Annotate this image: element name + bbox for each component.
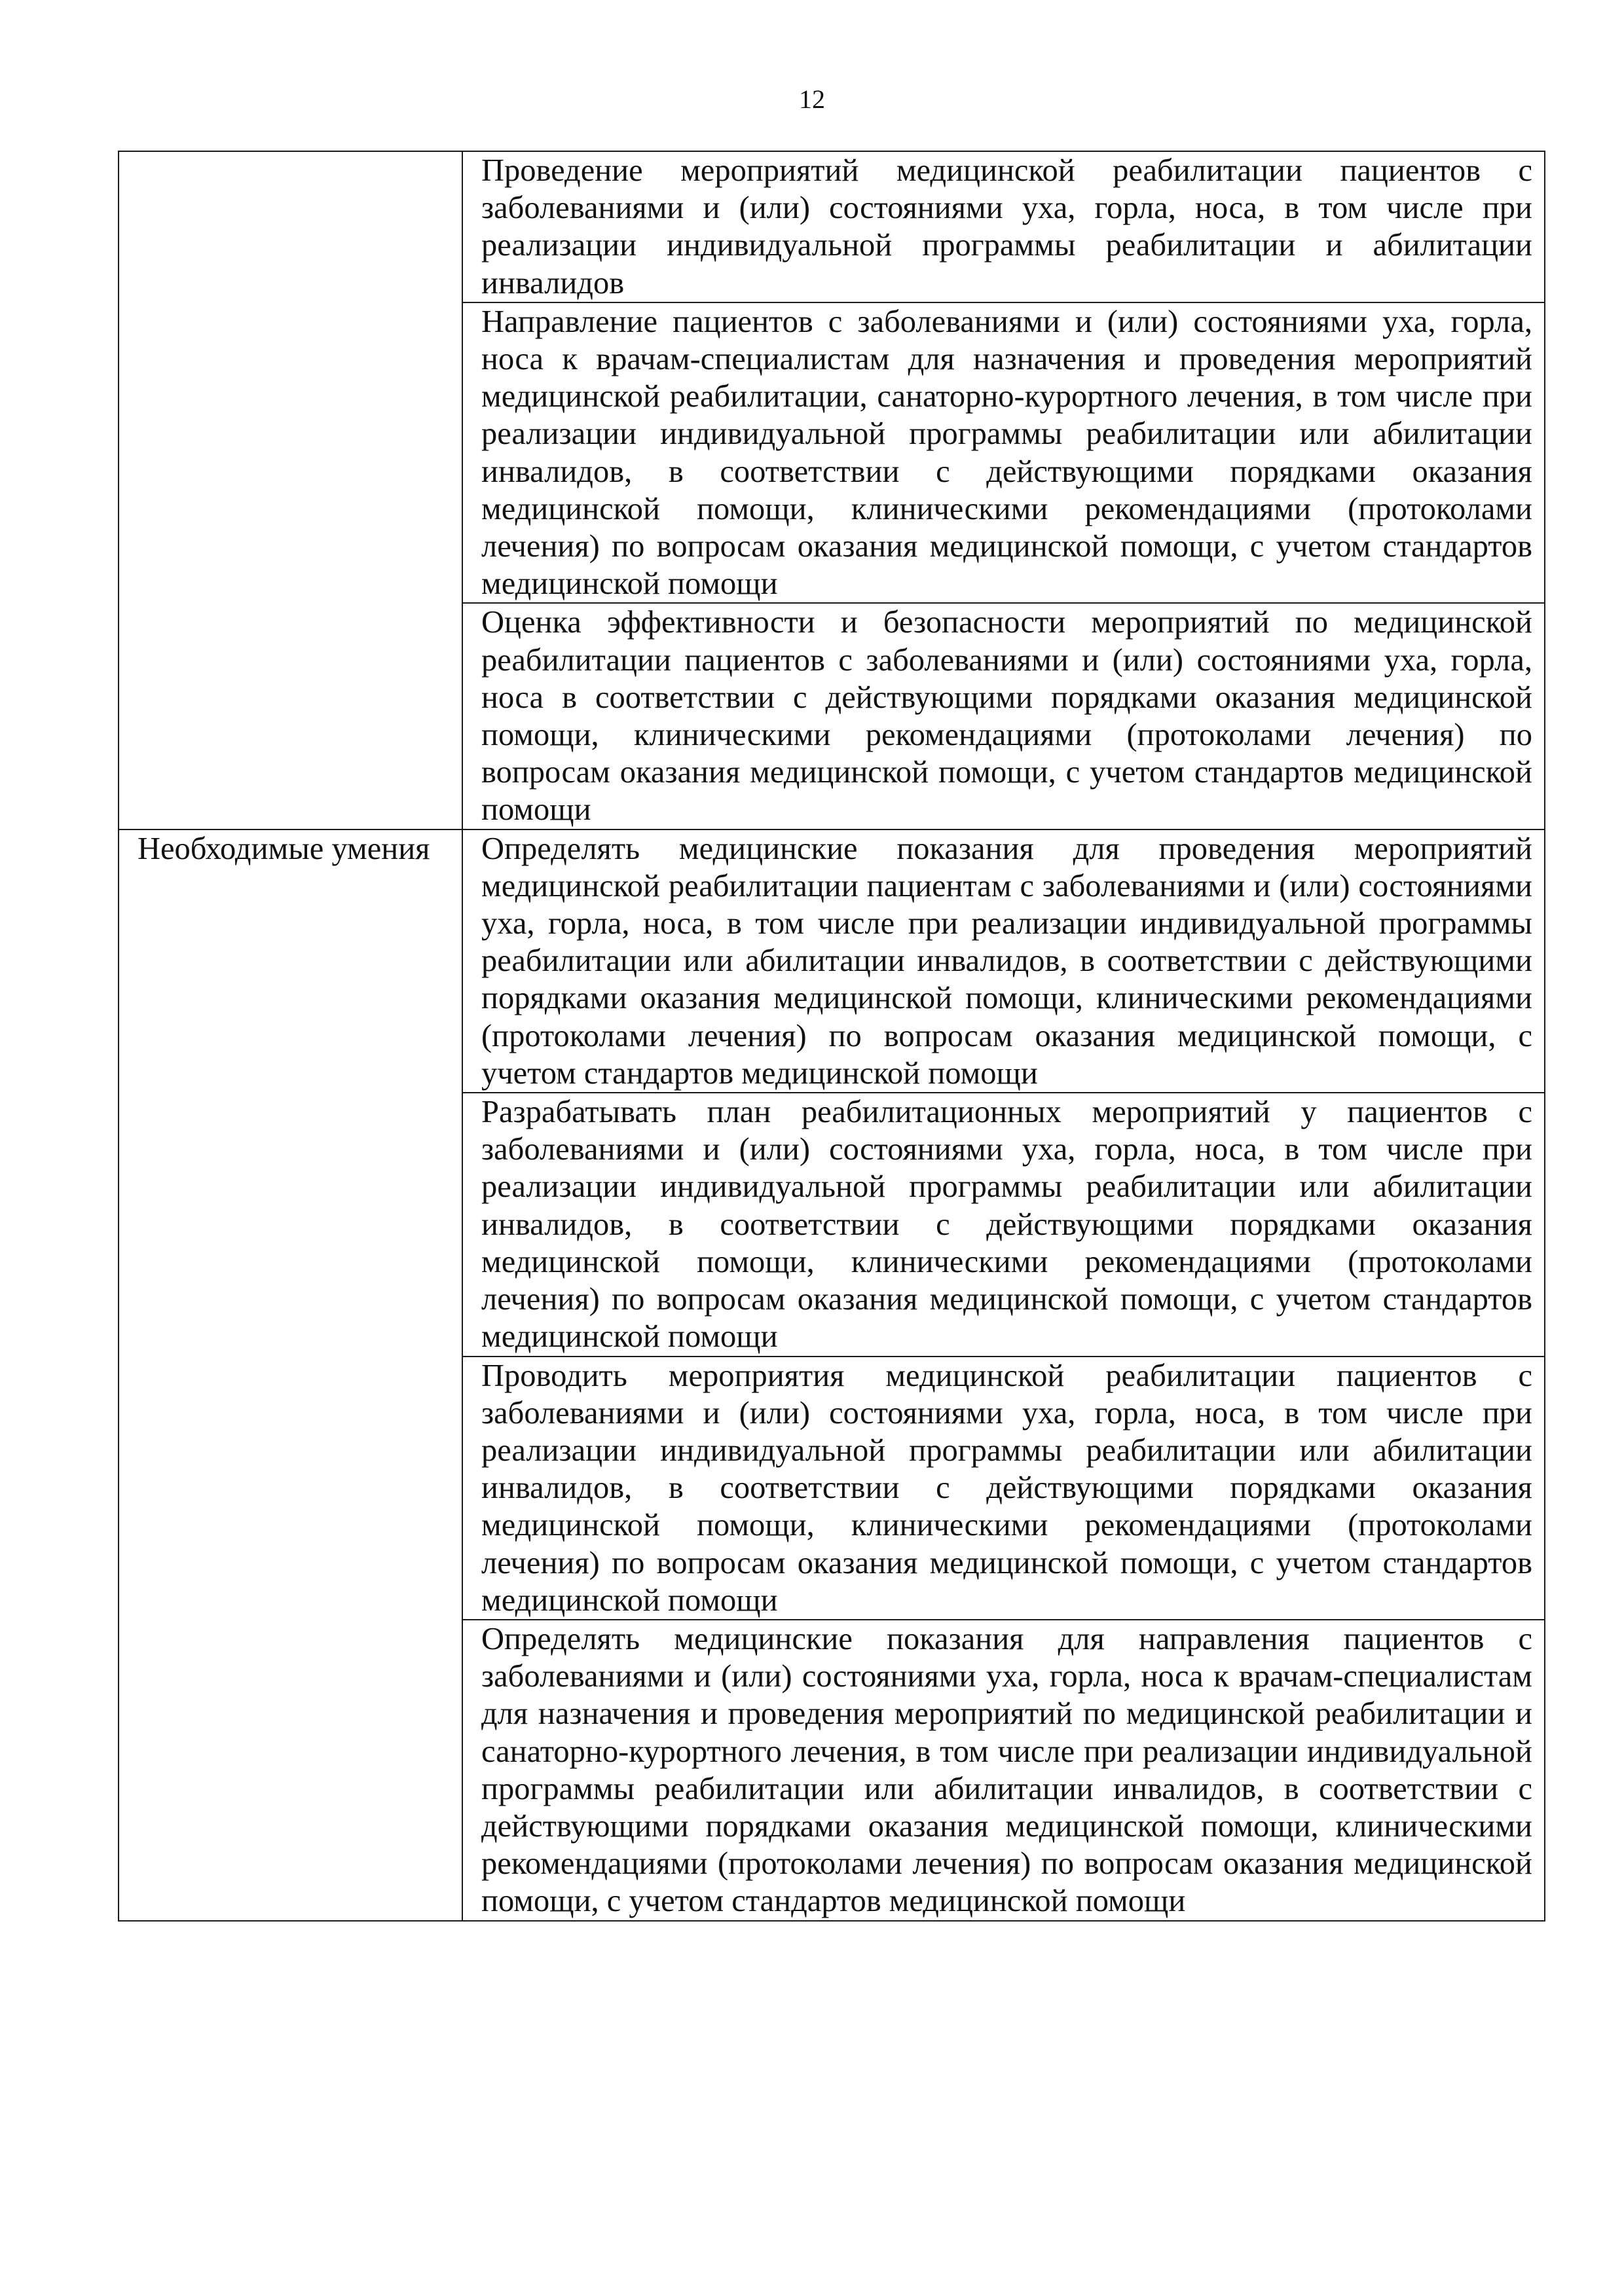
page-number: 12 (799, 84, 825, 114)
row-label-required-skills: Необходимые умения (119, 829, 462, 1921)
table-row (119, 829, 1545, 1093)
table-cell-text: Определять медицинские показания для проведения мероприятий медицинской реабилитации пациентам с заболеваниями и (или) состояниями уха, горла, носа, в том числе при реализации индивидуальной программы реабилитации или абилитации инвалидов, в соответствии с действующими порядками оказания медицинской помощи, клиническими рекомендациями (протоколами лечения) по вопросам оказания медицинской помощи, с учетом стандартов медицинской помощи (462, 829, 1545, 1093)
table-cell-text: Направление пациентов с заболеваниями и (или) состояниями уха, горла, носа к врачам-специалистам для назначения и проведения мероприятий медицинской реабилитации, санаторно-курортного лечения, в том числе при реализации индивидуальной программы реабилитации или абилитации инвалидов, в соответствии с действующими порядками оказания медицинской помощи, клиническими рекомендациями (протоколами лечения) по вопросам оказания медицинской помощи, с учетом стандартов медицинской помощи (462, 302, 1545, 604)
table-cell-text: Определять медицинские показания для направления пациентов с заболеваниями и (или) состояниями уха, горла, носа к врачам-специалистам для назначения и проведения мероприятий по медицинской реабилитации и санаторно-курортного лечения, в том числе при реализации индивидуальной программы реабилитации или абилитации инвалидов, в соответствии с действующими порядками оказания медицинской помощи, клиническими рекомендациями (протоколами лечения) по вопросам оказания медицинской помощи, с учетом стандартов медицинской помощи (462, 1620, 1545, 1921)
table-row (119, 151, 1545, 302)
row-label-cell (119, 151, 462, 829)
table-cell-text: Проведение мероприятий медицинской реабилитации пациентов с заболеваниями и (или) состояниями уха, горла, носа, в том числе при реализации индивидуальной программы реабилитации и абилитации инвалидов (462, 151, 1545, 302)
requirements-table (118, 151, 1545, 1922)
table-cell-text: Разрабатывать план реабилитационных мероприятий у пациентов с заболеваниями и (или) состояниями уха, горла, носа, в том числе при реализации индивидуальной программы реабилитации или абилитации инвалидов, в соответствии с действующими порядками оказания медицинской помощи, клиническими рекомендациями (протоколами лечения) по вопросам оказания медицинской помощи, с учетом стандартов медицинской помощи (462, 1093, 1545, 1356)
table-cell-text: Проводить мероприятия медицинской реабилитации пациентов с заболеваниями и (или) состояниями уха, горла, носа, в том числе при реализации индивидуальной программы реабилитации или абилитации инвалидов, в соответствии с действующими порядками оказания медицинской помощи, клиническими рекомендациями (протоколами лечения) по вопросам оказания медицинской помощи, с учетом стандартов медицинской помощи (462, 1357, 1545, 1620)
table-cell-text: Оценка эффективности и безопасности мероприятий по медицинской реабилитации пациентов с заболеваниями и (или) состояниями уха, горла, носа в соответствии с действующими порядками оказания медицинской помощи, клиническими рекомендациями (протоколами лечения) по вопросам оказания медицинской помощи, с учетом стандартов медицинской помощи (462, 603, 1545, 829)
